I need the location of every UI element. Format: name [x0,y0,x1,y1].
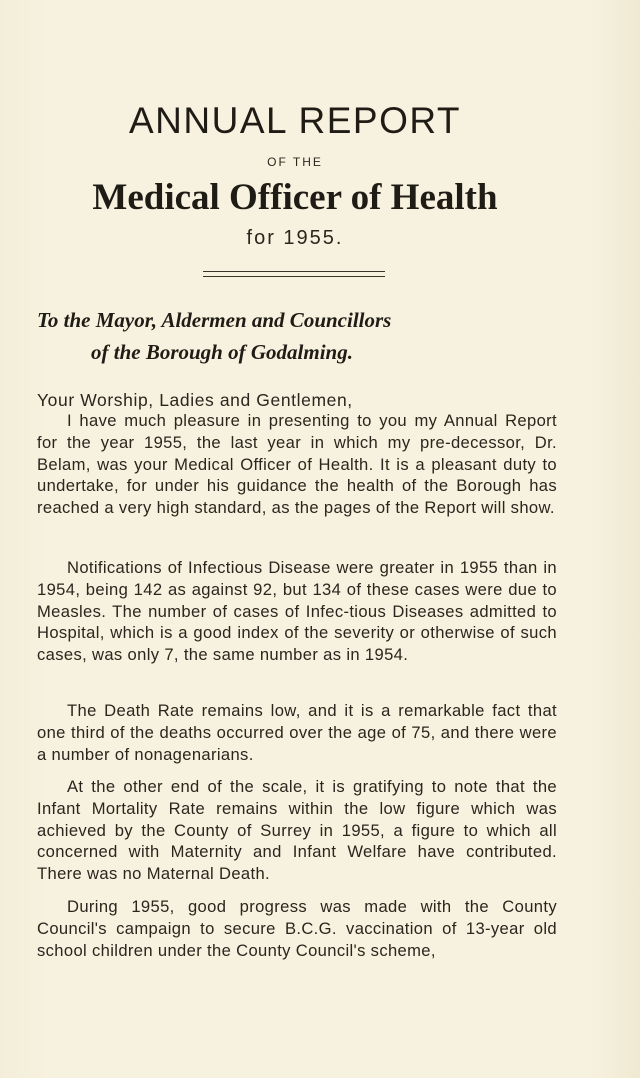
paragraph-death-rate: The Death Rate remains low, and it is a remarkable fact that one third of the deaths occurred over the age of 75, and there were a number of nonagenarians. [37,701,557,764]
divider-rule-bottom [203,276,385,277]
address-line-1: To the Mayor, Aldermen and Councillors [37,308,392,332]
divider-rule-top [203,271,385,272]
paragraph-infectious-disease: Notifications of Infectious Disease were greater in 1955 than in 1954, being 142 as against 92, but 134 of these cases were due to Measles. The number of cases of Infec-tious Diseases admitted to Hospital, which is a good index of the severity or otherwise of such cases, was only 7, the same number as in 1954. [37,558,557,665]
report-subtitle: Medical Officer of Health [92,177,498,218]
report-title-connector: OF THE [267,155,323,169]
paragraph-infant-mortality: At the other end of the scale, it is gratifying to note that the Infant Mortality Rate remains within the low figure which was achieved by the County of Surrey in 1955, a figure to which all concerned with Maternity and Infant Welfare have contributed. There was no Maternal Death. [37,777,557,884]
report-year: for 1955. [246,227,344,249]
address-line-2: of the Borough of Godalming. [91,340,353,364]
paragraph-introduction: I have much pleasure in presenting to you my Annual Report for the year 1955, the last year in which my pre-decessor, Dr. Belam, was your Medical Officer of Health. It is a pleasant duty to undertake, for under his guidance the health of the Borough has reached a very high standard, as the pages of the Report will show. [37,411,557,518]
report-title: ANNUAL REPORT [128,100,461,141]
paragraph-bcg-vaccination: During 1955, good progress was made with the County Council's campaign to secure B.C.G. vaccination of 13-year old school children under the County Council's scheme, [37,897,557,960]
salutation: Your Worship, Ladies and Gentlemen, [37,390,353,410]
